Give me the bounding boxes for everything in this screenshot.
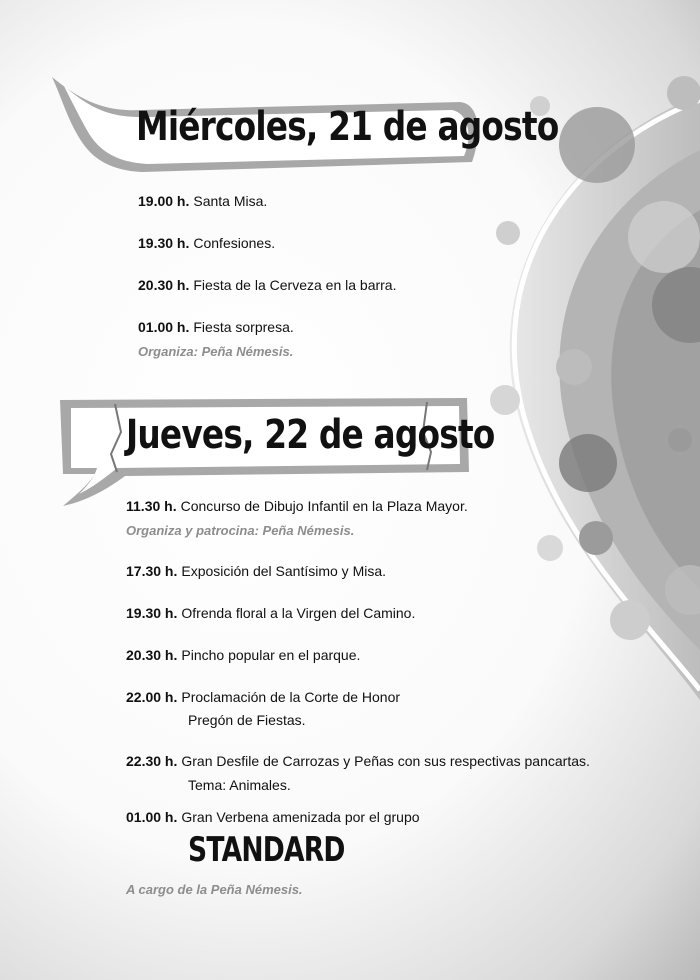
event-desc: Santa Misa.	[193, 193, 268, 209]
event-time: 19.00 h.	[138, 193, 190, 209]
organizer-note: A cargo de la Peña Némesis.	[126, 882, 303, 897]
event-row	[126, 497, 468, 515]
event-desc: Gran Verbena amenizada por el grupo	[181, 809, 420, 825]
event-row	[126, 604, 415, 622]
organizer-note: Organiza y patrocina: Peña Némesis.	[126, 523, 355, 538]
event-row	[126, 646, 360, 664]
bubble	[579, 521, 613, 555]
bubble	[668, 428, 692, 452]
event-time: 17.30 h.	[126, 563, 178, 579]
organizer-note: Organiza: Peña Némesis.	[138, 344, 294, 359]
event-time: 19.30 h.	[138, 235, 190, 251]
bubble	[559, 434, 617, 492]
event-row	[138, 276, 396, 294]
event-desc: Ofrenda floral a la Virgen del Camino.	[181, 605, 416, 621]
event-row	[126, 688, 400, 706]
event-desc: Confesiones.	[193, 235, 276, 251]
event-desc: Concurso de Dibujo Infantil en la Plaza Mayor.	[180, 498, 468, 514]
event-time: 01.00 h.	[138, 319, 190, 335]
event-row	[138, 234, 275, 252]
event-row	[138, 192, 267, 210]
event-time: 11.30 h.	[126, 498, 177, 514]
day2-title: Jueves, 22 de agosto	[126, 412, 495, 458]
event-desc: Gran Desfile de Carrozas y Peñas con sus respectivas pancartas.	[181, 753, 590, 769]
event-desc: Fiesta sorpresa.	[193, 319, 294, 335]
event-time: 19.30 h.	[126, 605, 178, 621]
band-name: STANDARD	[188, 830, 345, 870]
bubble	[628, 201, 700, 273]
bubble	[667, 76, 700, 110]
event-time: 01.00 h.	[126, 809, 178, 825]
bubble	[490, 385, 520, 415]
event-time: 20.30 h.	[138, 277, 190, 293]
bubble	[496, 221, 520, 245]
event-subline: Pregón de Fiestas.	[188, 712, 306, 728]
event-desc: Pincho popular en el parque.	[181, 647, 361, 663]
event-row	[126, 562, 386, 580]
event-row	[138, 318, 294, 336]
bubble	[559, 107, 635, 183]
event-time: 22.30 h.	[126, 753, 178, 769]
event-desc: Exposición del Santísimo y Misa.	[181, 563, 387, 579]
bubble	[556, 349, 592, 385]
event-desc: Fiesta de la Cerveza en la barra.	[193, 277, 397, 293]
event-desc: Proclamación de la Corte de Honor	[181, 689, 401, 705]
event-row	[126, 752, 590, 770]
day1-title: Miércoles, 21 de agosto	[136, 104, 559, 150]
event-subline: Tema: Animales.	[188, 777, 291, 793]
event-row	[126, 808, 420, 826]
event-time: 20.30 h.	[126, 647, 178, 663]
event-time: 22.00 h.	[126, 689, 178, 705]
bubble	[537, 535, 563, 561]
bubble	[610, 600, 650, 640]
